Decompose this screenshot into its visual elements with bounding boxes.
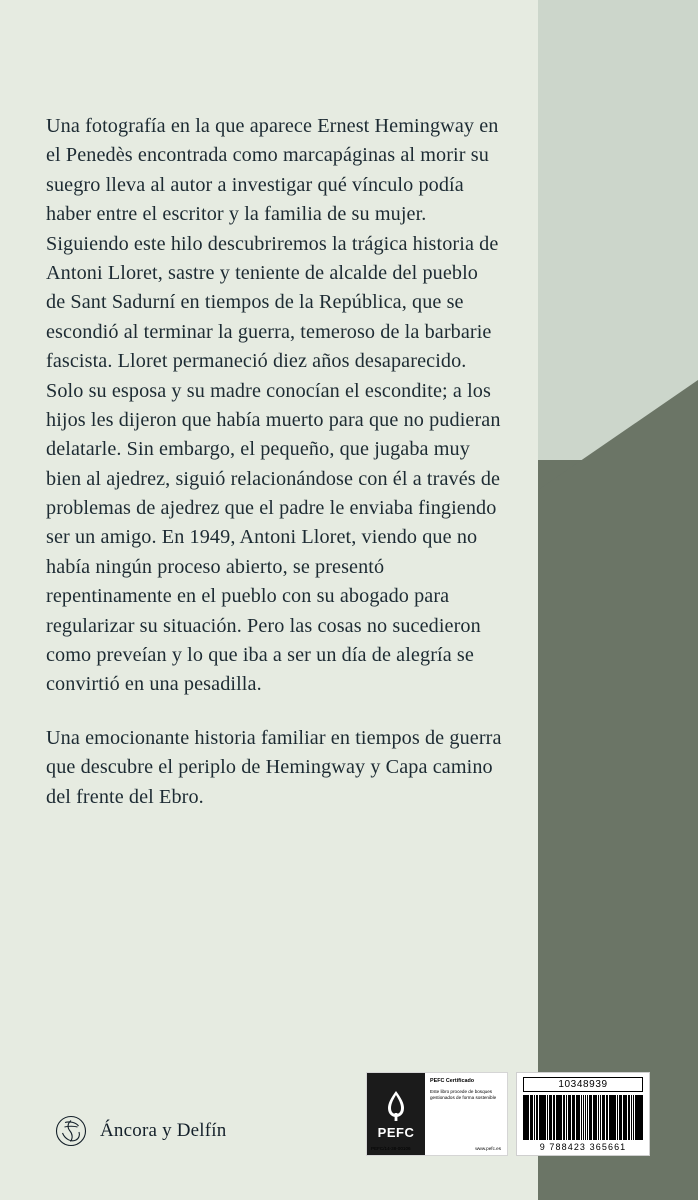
barcode-top-number: 10348939 xyxy=(523,1077,643,1092)
pefc-tree-icon xyxy=(381,1089,411,1123)
pefc-code: PEFC/14-38-00106 xyxy=(371,1146,411,1151)
pefc-wordmark: PEFC xyxy=(377,1125,415,1140)
pefc-title: PEFC Certificado xyxy=(430,1078,475,1084)
blurb-paragraph-1: Una fotografía en la que aparece Ernest Hemingway en el Penedès encontrada como marcapáginas al morir su suegro lleva al autor a investigar qué vínculo podía haber entre el escritor y la familia de su mujer. Siguiendo este hilo descubriremos la trágica historia de Antoni Lloret, sastre y teniente de alcalde del pueblo de Sant Sadurní en tiempos de la República, que se escondió al terminar la guerra, temeroso de la barbarie fascista. Lloret permaneció diez años desaparecido. Solo su esposa y su madre conocían el escondite; a los hijos les dijeron que había muerto para que no pudieran delatarle. Sin embargo, el pequeño, que jugaba muy bien al ajedrez, siguió relacionándose con él a través de problemas de ajedrez que el padre le enviaba fingiendo ser un amigo. En 1949, Antoni Lloret, viendo que no había ningún proceso abierto, se presentó repentinamente en el pueblo con su abogado para regularizar su situación. Pero las cosas no sucedieron como preveían y lo que iba a ser un día de alegría se convirtió en una pesadilla. xyxy=(46,115,501,696)
back-cover-blurb xyxy=(46,112,502,812)
pefc-mark xyxy=(367,1073,425,1155)
pefc-url: www.pefc.es xyxy=(475,1146,501,1151)
barcode-block xyxy=(516,1072,650,1156)
imprint-label: Áncora y Delfín xyxy=(100,1120,227,1141)
blurb-paragraph-2: Una emocionante historia familiar en tiempos de guerra que descubre el periplo de Hemingway y Capa camino del frente del Ebro. xyxy=(46,726,502,808)
pefc-description: Este libro procede de bosques gestionados de forma sostenible xyxy=(430,1088,497,1100)
barcode-isbn-digits: 9 788423 365661 xyxy=(539,1142,627,1152)
barcode-bars xyxy=(523,1095,643,1140)
pefc-certification-badge xyxy=(366,1072,508,1156)
decorative-band-light xyxy=(538,0,698,460)
pefc-text-block xyxy=(425,1073,507,1155)
anchor-dolphin-logo-icon xyxy=(54,1114,88,1148)
publisher-imprint xyxy=(54,1114,226,1148)
